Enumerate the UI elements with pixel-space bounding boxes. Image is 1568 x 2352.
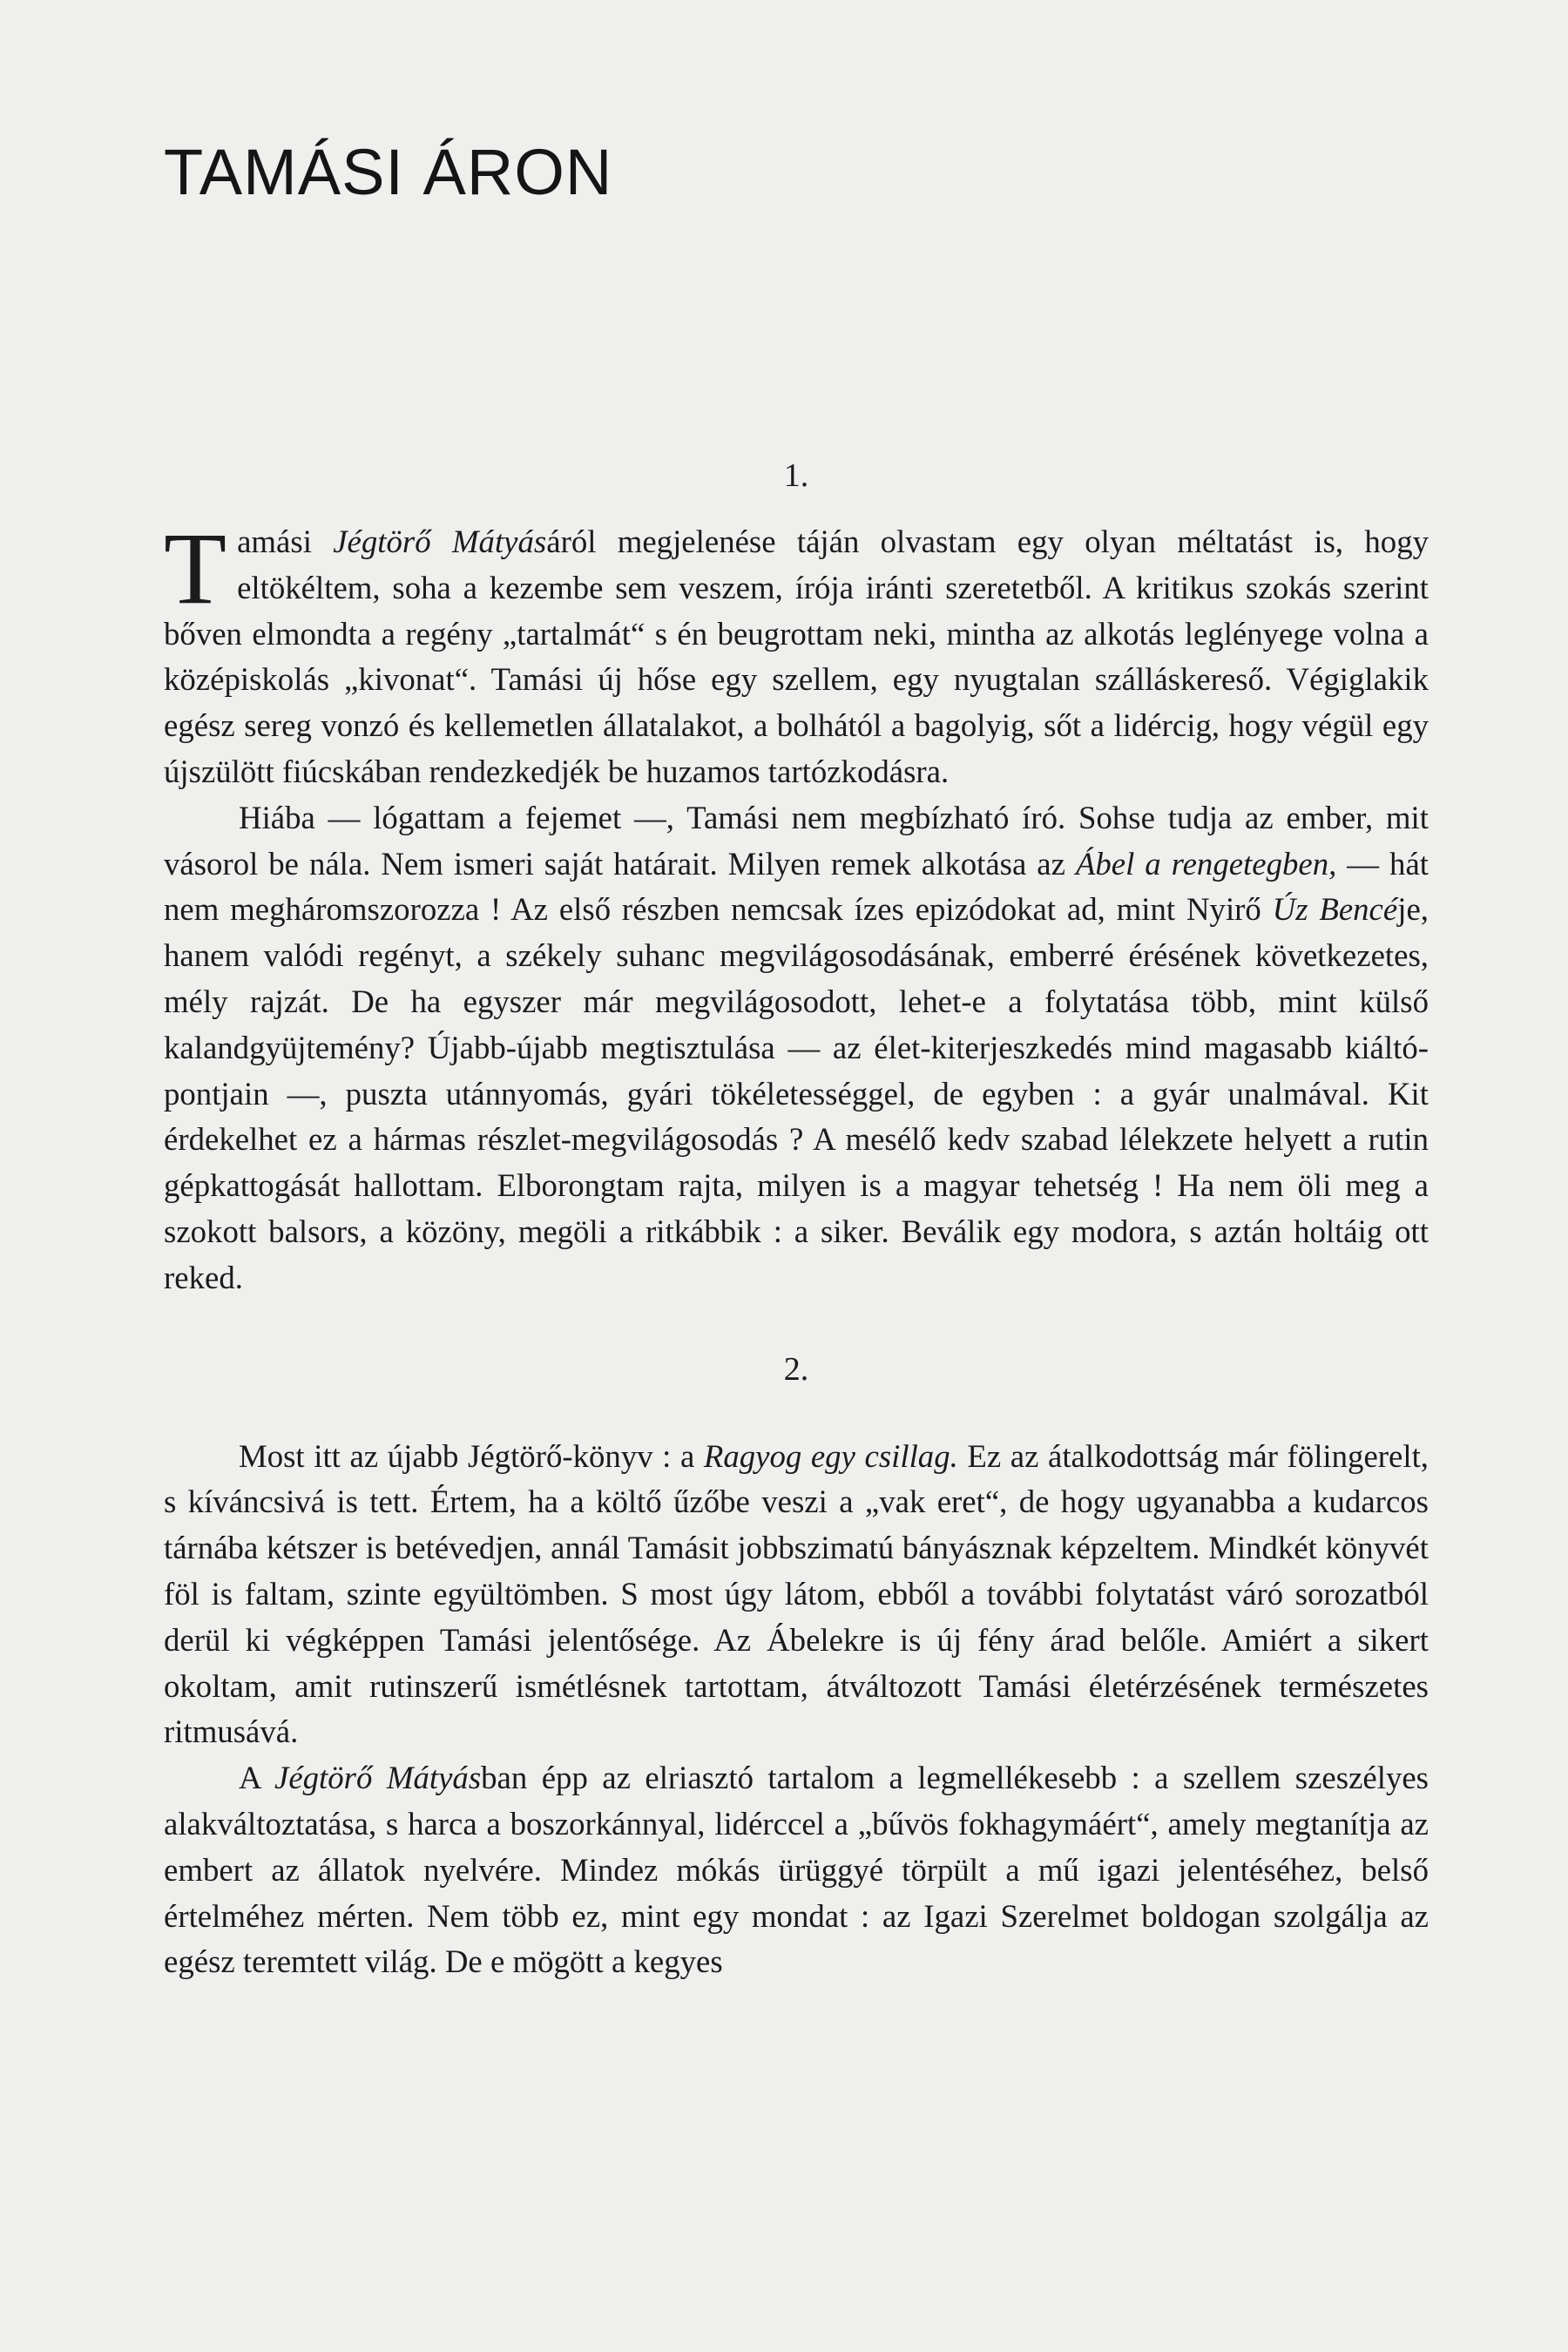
italic-title: Jégtörő Mátyás bbox=[274, 1760, 482, 1796]
paragraph-1-1 bbox=[164, 511, 1429, 795]
paragraph-text: amási bbox=[237, 524, 334, 559]
italic-title: Jégtörő Mátyás bbox=[333, 524, 547, 559]
page-title: TAMÁSI ÁRON bbox=[164, 136, 613, 208]
paragraph-text: je, hanem valódi regényt, a székely suhanc megvilágosodásának, emberré érésének következetes, mély rajzát. De ha egyszer már megvilágosodott, lehet-e a folytatása több, mint külső kalandgyüjtemény? Újabb-újabb megtisztulása — az élet-kiterjeszkedés mind magasabb kiáltó-pontjain —, puszta utánnyomás, gyári tökéletességgel, de egyben : a gyár unalmával. Kit érdekelhet ez a hármas részlet-megvilágosodás ? A mesélő kedv szabad lélekzete helyett a rutin gépkattogását hallottam. Elborongtam rajta, milyen is a magyar tehetség ! Ha nem öli meg a szokott balsors, a közöny, megöli a ritkábbik : a siker. Beválik egy modora, s aztán holtáig ott reked. bbox=[164, 891, 1429, 1295]
paragraph-text: Most itt az újabb Jégtörő-könyv : a bbox=[239, 1437, 704, 1474]
italic-title: Úz Bencé bbox=[1272, 891, 1398, 928]
drop-cap: T bbox=[164, 511, 227, 625]
italic-title: Ábel a rengetegben, bbox=[1075, 845, 1337, 882]
paragraph-text: ban épp az elriasztó tartalom a legmellékesebb : a szellem szeszélyes alakváltoztatása, s harca a boszorkánnyal, lidérccel a „bűvös fokhagymáért“, amely megtanítja az embert az állatok nyelvére. Mindez mókás ürüggyé törpült a mű igazi jelentéséhez, belső értelméhez mérten. Nem több ez, mint egy mondat : az Igazi Szerelmet boldogan szolgálja az egész teremtett világ. De e mögött a kegyes bbox=[164, 1760, 1429, 1980]
paragraph-text: Hiába — lógattam a fejemet —, Tamási nem megbízható író. Sohse tudja az ember, mit vásorol be nála. Nem ismeri saját határait. Milyen remek alkotása az bbox=[164, 799, 1429, 882]
section-number-2: 2. bbox=[783, 1350, 809, 1388]
paragraph-2-2 bbox=[164, 1755, 1429, 1985]
paragraph-text: Ez az átalkodottság már fölingerelt, s kíváncsivá is tett. Értem, ha a költő űzőbe veszi a „vak eret“, de hogy ugyanabba a kudarcos tárnába kétszer is betévedjen, annál Tamásit jobbszimatú bányásznak képzeltem. Mindkét könyvét föl is faltam, szinte együltömben. S most úgy látom, ebből a további folytatást váró sorozatból derül ki végképpen Tamási jelentősége. Az Ábelekre is új fény árad belőle. Amiért a sikert okoltam, amit rutinszerű ismétlésnek tartottam, átváltozott Tamási életérzésének természetes ritmusává. bbox=[164, 1437, 1429, 1750]
paragraph-1-2 bbox=[164, 795, 1429, 1301]
article-body bbox=[164, 453, 1429, 1985]
italic-title: Ragyog egy csillag. bbox=[703, 1437, 958, 1474]
paragraph-text: áról megjelenése táján olvastam egy olyan méltatást is, hogy eltökéltem, soha a kezembe sem veszem, írója iránti szeretetből. A kritikus szokás szerint bőven elmondta a regény „tartalmát“ s én beugrottam neki, mintha az alkotás leglényege volna a középiskolás „kivonat“. Tamási új hőse egy szellem, egy nyugtalan szálláskereső. Végiglakik egész sereg vonzó és kellemetlen állatalakot, a bolhától a bagolyig, sőt a lidércig, hogy végül egy újszülött fiúcskában rendezkedjék be huzamos tartózkodásra. bbox=[164, 524, 1429, 789]
section-number-1: 1. bbox=[783, 457, 809, 494]
paragraph-text: — hát nem megháromszorozza ! Az első részben nemcsak ízes epizódokat ad, mint Nyirő bbox=[164, 845, 1429, 928]
paragraph-text: A bbox=[239, 1760, 274, 1796]
paragraph-2-1 bbox=[164, 1434, 1429, 1756]
